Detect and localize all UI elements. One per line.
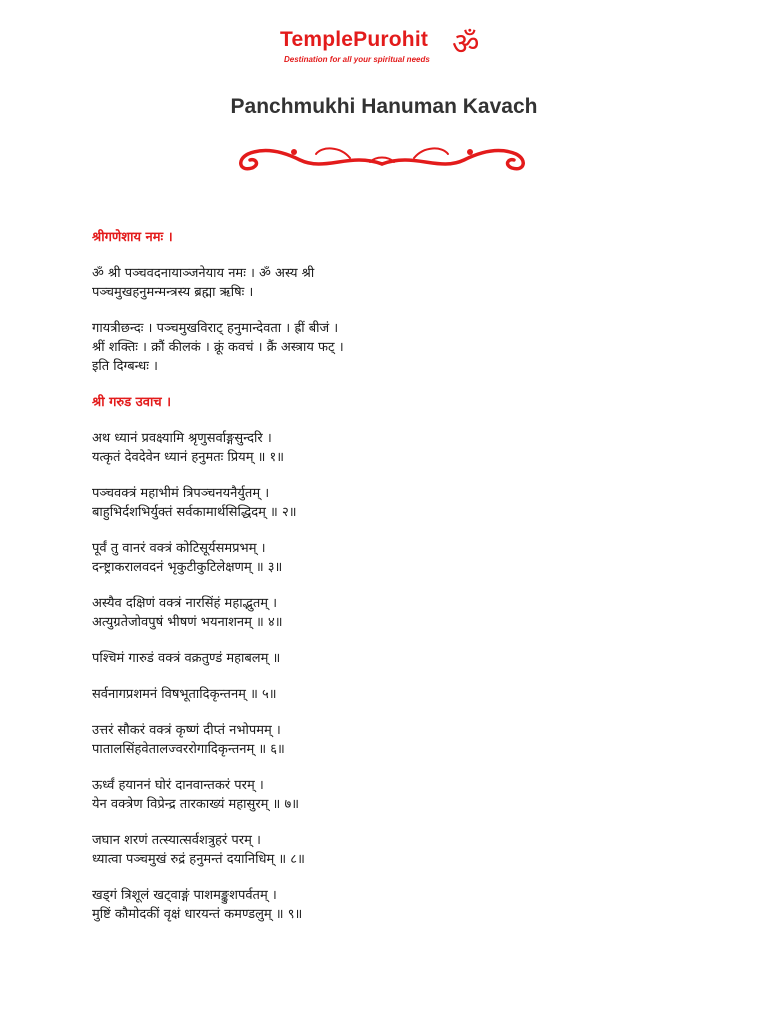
section-heading (92, 228, 692, 247)
temple-purohit-logo[interactable] (280, 24, 510, 68)
om-icon: ॐ (452, 27, 480, 62)
verse-line: येन वक्त्रेण विप्रेन्द्र तारकाख्यं महासुरम् ॥ ७॥ (92, 797, 300, 812)
verse-line: यत्कृतं देवदेवेन ध्यानं हनुमतः प्रियम् ॥ १॥ (92, 450, 285, 465)
verse-block (92, 539, 692, 577)
verse-block (92, 484, 692, 522)
verse-line: ऊर्ध्वं हयाननं घोरं दानवान्तकरं परम् । (92, 778, 264, 793)
brand-tagline: Destination for all your spiritual needs (284, 55, 430, 64)
section-heading (92, 393, 692, 412)
verse-line: गायत्रीछन्दः । पञ्चमुखविराट् हनुमान्देवता । ह्रीं बीजं । (92, 321, 339, 336)
verse-line: पूर्वं तु वानरं वक्त्रं कोटिसूर्यसमप्रभम् । (92, 541, 266, 556)
verse-block (92, 831, 692, 869)
verse-line: अत्युग्रतेजोवपुषं भीषणं भयनाशनम् ॥ ४॥ (92, 615, 283, 630)
verse-block (92, 264, 692, 302)
verse-line: अस्यैव दक्षिणं वक्त्रं नारसिंहं महाद्भुतम् । (92, 596, 278, 611)
verse-line: मुष्टिं कौमोदकीं वृक्षं धारयन्तं कमण्डलुम् ॥ ९॥ (92, 907, 303, 922)
verse-line: इति दिग्बन्धः । (92, 359, 158, 374)
verse-line: अथ ध्यानं प्रवक्ष्यामि श्रृणुसर्वाङ्गसुन्दरि । (92, 431, 272, 446)
verse-block (92, 886, 692, 924)
verse-line: श्रीं शक्तिः । क्रौं कीलकं । क्रूं कवचं । क्रैं अस्त्राय फट् । (92, 340, 344, 355)
brand-name: TemplePurohit (280, 28, 429, 51)
verse-block (92, 685, 692, 704)
verse-block (92, 429, 692, 467)
verse-line: बाहुभिर्दशभिर्युक्तं सर्वकामार्थसिद्धिदम् ॥ २॥ (92, 505, 297, 520)
verse-block (92, 776, 692, 814)
verse-block (92, 319, 692, 376)
verse-line: दन्ष्ट्राकरालवदनं भृकुटीकुटिलेक्षणम् ॥ ३॥ (92, 560, 283, 575)
kavach-text (92, 228, 692, 941)
verse-line: खड्गं त्रिशूलं खट्वाङ्गं पाशमङ्कुशपर्वतम् । (92, 888, 277, 903)
verse-block (92, 594, 692, 632)
verse-line: पञ्चमुखहनुमन्मन्त्रस्य ब्रह्मा ऋषिः । (92, 285, 254, 300)
verse-line: सर्वनागप्रशमनं विषभूतादिकृन्तनम् ॥ ५॥ (92, 687, 277, 702)
verse-block (92, 721, 692, 759)
page-title: Panchmukhi Hanuman Kavach (230, 95, 538, 118)
verse-line: पश्चिमं गारुडं वक्त्रं वक्रतुण्डं महाबलम् ॥ (92, 651, 281, 666)
verse-line: ॐ श्री पञ्चवदनायाञ्जनेयाय नमः । ॐ अस्य श्री (92, 266, 315, 281)
heading-text: श्री गरुड उवाच । (92, 395, 172, 410)
verse-line: पातालसिंहवेतालज्वररोगादिकृन्तनम् ॥ ६॥ (92, 742, 285, 757)
heading-text: श्रीगणेशाय नमः । (92, 230, 173, 245)
verse-line: ध्यात्वा पञ्चमुखं रुद्रं हनुमन्तं दयानिधिम् ॥ ८॥ (92, 852, 305, 867)
verse-line: जघान शरणं तत्स्यात्सर्वशत्रुहरं परम् । (92, 833, 261, 848)
verse-line: पञ्चवक्त्रं महाभीमं त्रिपञ्चनयनैर्युतम् । (92, 486, 270, 501)
verse-block (92, 649, 692, 668)
red-swirl-divider-icon (230, 138, 535, 178)
verse-line: उत्तरं सौकरं वक्त्रं कृष्णं दीप्तं नभोपमम् । (92, 723, 281, 738)
